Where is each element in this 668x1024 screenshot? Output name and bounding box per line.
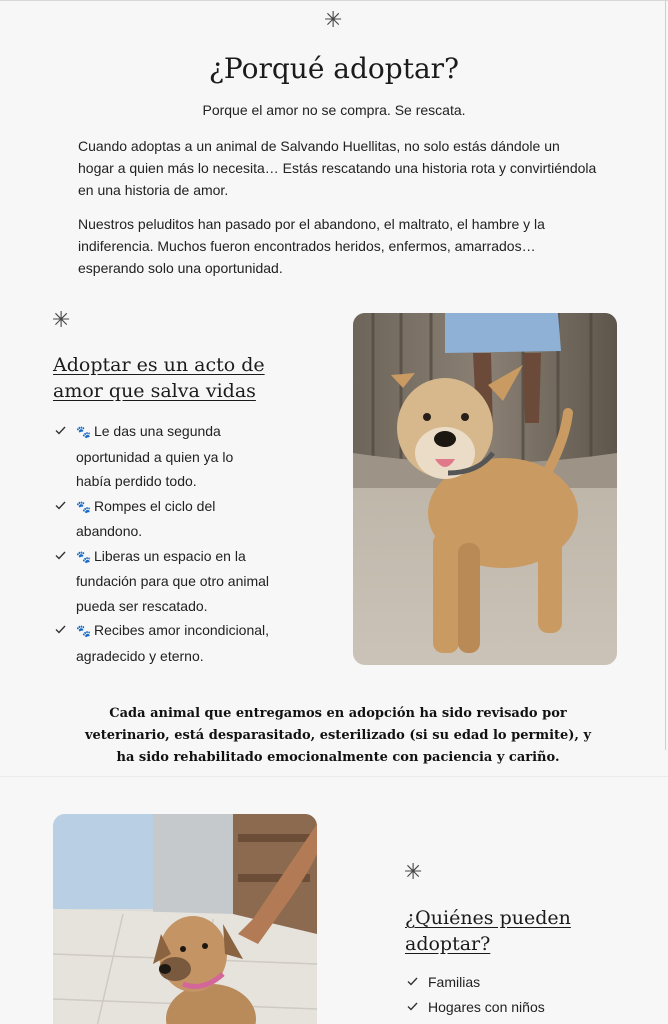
section-heading-who: ¿Quiénes pueden adoptar? xyxy=(405,907,571,955)
asterisk-icon: ✳ xyxy=(404,860,423,885)
adopted-dog-photo xyxy=(353,313,617,665)
who-can-adopt-list xyxy=(407,970,627,1019)
closing-statement: Cada animal que entregamos en adopción ha sido revisado por veterinario, está desparasitado, esterilizado (si su edad lo permite), y ha sido rehabilitado emocionalmente con paciencia y cariño. xyxy=(84,706,592,765)
list-item-text: Le das una segunda oportunidad a quien ya lo había perdido todo. xyxy=(76,423,234,489)
page-title: ¿Porqué adoptar? xyxy=(208,52,460,85)
check-icon xyxy=(407,1002,418,1011)
list-item xyxy=(55,419,270,494)
check-icon xyxy=(55,501,66,510)
list-item-text: Rompes el ciclo del abandono. xyxy=(76,497,216,539)
list-item xyxy=(55,618,270,668)
paw-icon: 🐾 xyxy=(76,549,91,564)
section-divider xyxy=(0,776,668,777)
section-heading-act: Adoptar es un acto de amor que salva vidas xyxy=(53,354,265,402)
check-icon xyxy=(55,551,66,560)
check-icon xyxy=(407,977,418,986)
list-item xyxy=(55,544,270,619)
list-item xyxy=(55,494,270,544)
page-subtitle: Porque el amor no se compra. Se rescata. xyxy=(202,102,466,118)
paw-icon: 🐾 xyxy=(76,499,91,514)
list-item-text: Hogares con niños xyxy=(428,998,545,1015)
check-icon xyxy=(55,426,66,435)
puppy-photo xyxy=(53,814,317,1024)
list-item-text: Familias xyxy=(428,974,481,990)
intro-paragraph: Cuando adoptas a un animal de Salvando Huellitas, no solo estás dándole un hogar a quien más lo necesita… Estás rescatando una historia rota y convirtiéndola en una historia de amor. xyxy=(78,138,597,198)
list-item xyxy=(407,970,627,995)
paw-icon: 🐾 xyxy=(76,425,91,439)
check-icon xyxy=(55,625,66,634)
benefits-list xyxy=(55,419,270,668)
asterisk-icon: ✳ xyxy=(324,8,343,33)
history-paragraph: Nuestros peluditos han pasado por el abandono, el maltrato, el hambre y la indiferencia. Muchos fueron encontrados heridos, enfermos, amarrados… esperando solo una oportunidad. xyxy=(78,216,545,276)
list-item-text: Recibes amor incondicional, agradecido y eterno. xyxy=(76,622,270,664)
top-border xyxy=(0,0,668,1)
list-item-text: Liberas un espacio en la fundación para que otro animal pueda ser rescatado. xyxy=(76,547,270,614)
paw-icon: 🐾 xyxy=(76,624,91,638)
list-item xyxy=(407,995,627,1020)
asterisk-icon: ✳ xyxy=(52,308,71,333)
